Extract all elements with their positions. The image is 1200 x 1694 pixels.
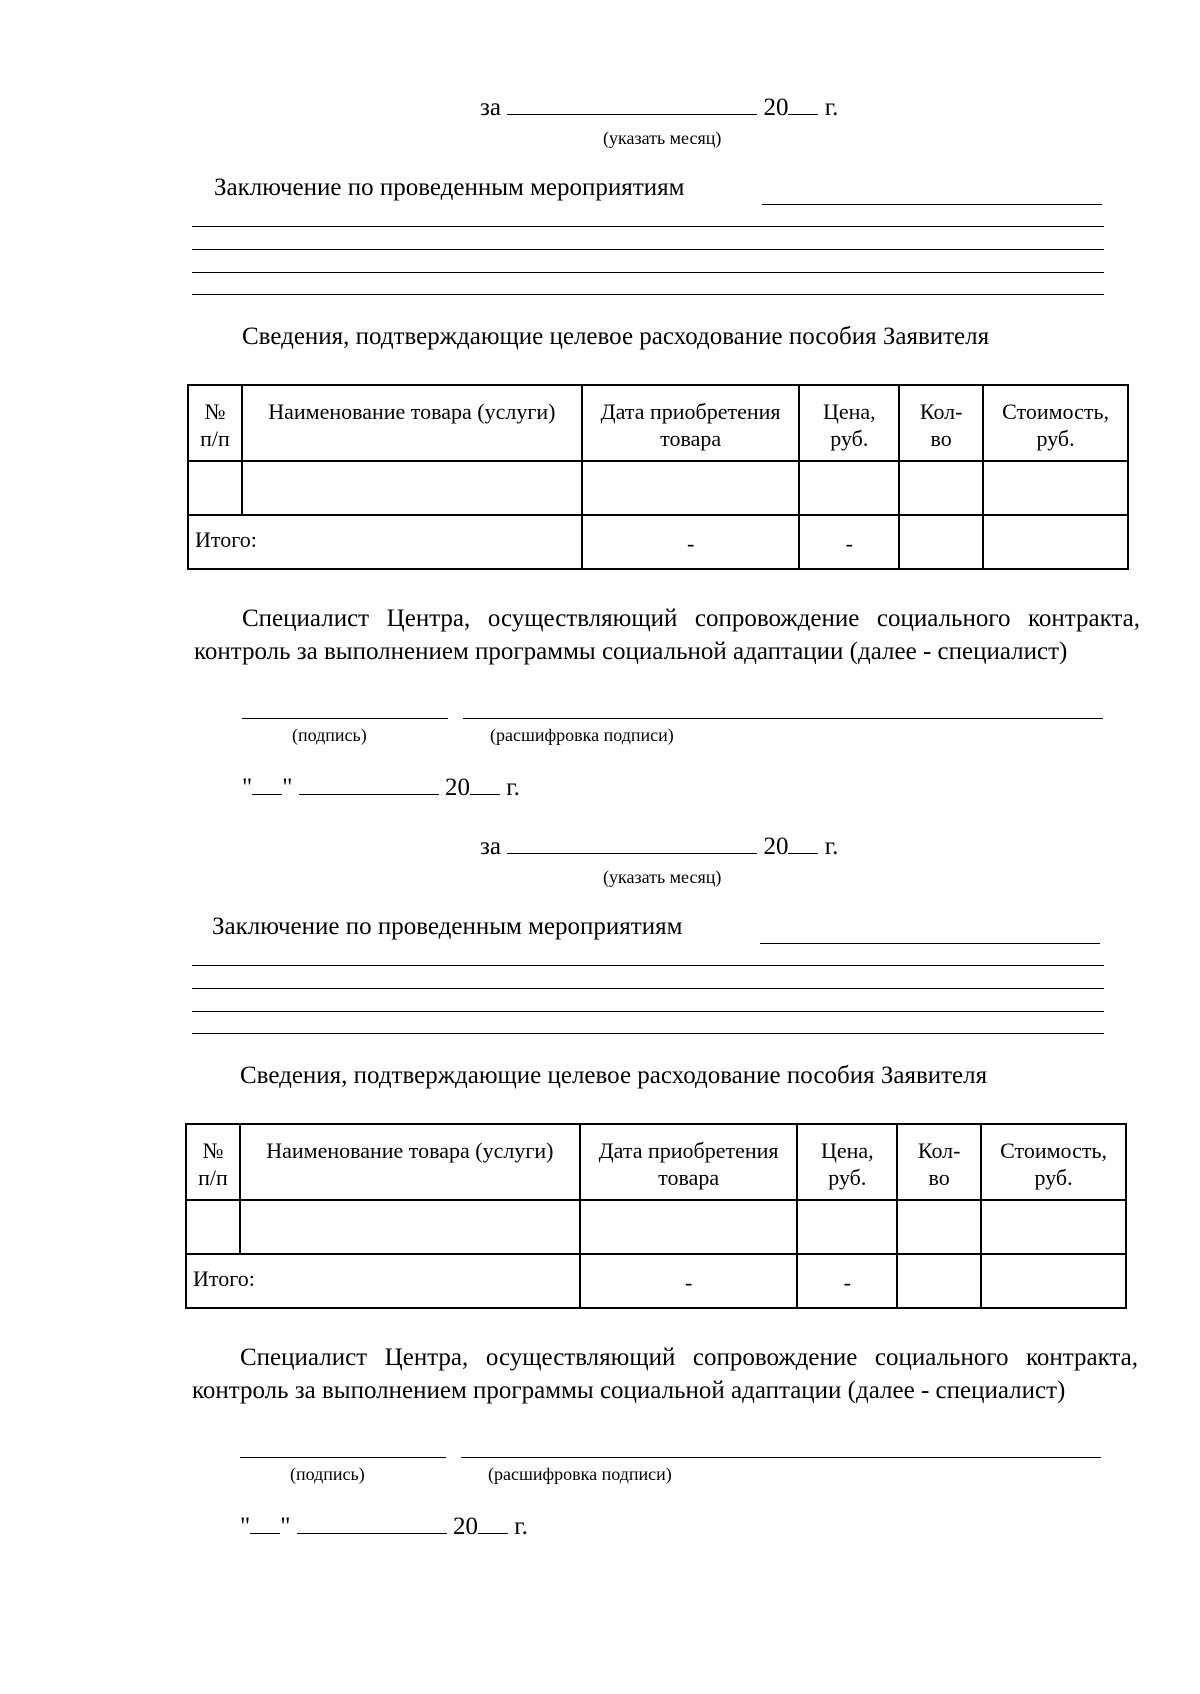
col-header-quantity: Кол-во — [899, 385, 983, 461]
total-quantity[interactable] — [899, 515, 983, 569]
specialist-text: Специалист Центра, осуществляющий сопровождение социального контракта, контроль за выполнением программы социальной адаптации (далее - специалист) — [192, 1344, 1138, 1404]
cell-price[interactable] — [799, 461, 899, 515]
cell-number[interactable] — [188, 461, 242, 515]
cell-price[interactable] — [797, 1200, 897, 1254]
table-header-row — [186, 1124, 1126, 1200]
date-year-field[interactable] — [470, 772, 500, 795]
col-header-cost: Стоимость, руб. — [983, 385, 1128, 461]
table-total-row — [186, 1254, 1126, 1308]
cell-number[interactable] — [186, 1200, 240, 1254]
conclusion-field[interactable] — [760, 943, 1100, 944]
col-header-price: Цена, руб. — [799, 385, 899, 461]
col-header-cost: Стоимость, руб. — [981, 1124, 1126, 1200]
day-field[interactable] — [252, 772, 282, 795]
conclusion-line-1[interactable] — [192, 965, 1104, 966]
col-header-quantity: Кол-во — [897, 1124, 981, 1200]
col-header-date: Дата приобретения товара — [580, 1124, 798, 1200]
total-price: - — [797, 1254, 897, 1308]
signature-caption: (подпись) — [290, 1464, 365, 1484]
date-month-field[interactable] — [297, 1511, 447, 1534]
conclusion-line-1[interactable] — [192, 226, 1104, 227]
date-line: " " 20 г. — [240, 1513, 528, 1540]
month-caption: (указать месяц) — [603, 867, 722, 887]
col-header-number: № п/п — [186, 1124, 240, 1200]
signature-decode-field[interactable] — [461, 1457, 1101, 1458]
expenses-table — [187, 384, 1129, 570]
signature-decode-field[interactable] — [463, 718, 1103, 719]
period-line: за 20 г. — [480, 833, 839, 860]
expenses-table — [185, 1123, 1127, 1309]
year-field[interactable] — [788, 92, 818, 115]
year-field[interactable] — [788, 831, 818, 854]
cell-cost[interactable] — [981, 1200, 1126, 1254]
date-line: " " 20 г. — [242, 774, 520, 801]
decode-caption: (расшифровка подписи) — [488, 1464, 672, 1484]
col-header-name: Наименование товара (услуги) — [240, 1124, 580, 1200]
period-line: за 20 г. — [480, 94, 839, 121]
conclusion-line-3[interactable] — [192, 272, 1104, 273]
col-header-name: Наименование товара (услуги) — [242, 385, 582, 461]
specialist-text: Специалист Центра, осуществляющий сопровождение социального контракта, контроль за выполнением программы социальной адаптации (далее - специалист) — [194, 605, 1140, 665]
section-title: Сведения, подтверждающие целевое расходование пособия Заявителя — [240, 1062, 988, 1089]
cell-quantity[interactable] — [897, 1200, 981, 1254]
signature-field[interactable] — [240, 1457, 446, 1458]
signature-caption: (подпись) — [292, 725, 367, 745]
date-year-field[interactable] — [478, 1511, 508, 1534]
month-field[interactable] — [507, 831, 757, 854]
conclusion-label: Заключение по проведенным мероприятиям — [214, 174, 685, 201]
col-header-date: Дата приобретения товара — [582, 385, 800, 461]
date-month-field[interactable] — [299, 772, 439, 795]
month-field[interactable] — [507, 92, 757, 115]
month-caption: (указать месяц) — [603, 128, 722, 148]
cell-quantity[interactable] — [899, 461, 983, 515]
total-price: - — [799, 515, 899, 569]
total-date: - — [580, 1254, 798, 1308]
table-row — [186, 1200, 1126, 1254]
cell-name[interactable] — [240, 1200, 580, 1254]
cell-name[interactable] — [242, 461, 582, 515]
total-cost[interactable] — [981, 1254, 1126, 1308]
total-label: Итого: — [186, 1254, 580, 1308]
total-quantity[interactable] — [897, 1254, 981, 1308]
cell-date[interactable] — [582, 461, 800, 515]
cell-cost[interactable] — [983, 461, 1128, 515]
conclusion-line-2[interactable] — [192, 249, 1104, 250]
total-label: Итого: — [188, 515, 582, 569]
cell-date[interactable] — [580, 1200, 798, 1254]
specialist-paragraph — [194, 602, 1140, 668]
table-total-row — [188, 515, 1128, 569]
conclusion-line-2[interactable] — [192, 988, 1104, 989]
conclusion-line-4[interactable] — [192, 294, 1104, 295]
decode-caption: (расшифровка подписи) — [490, 725, 674, 745]
specialist-paragraph — [192, 1341, 1138, 1407]
total-cost[interactable] — [983, 515, 1128, 569]
conclusion-label: Заключение по проведенным мероприятиям — [212, 913, 683, 940]
conclusion-line-3[interactable] — [192, 1011, 1104, 1012]
table-row — [188, 461, 1128, 515]
table-header-row — [188, 385, 1128, 461]
day-field[interactable] — [250, 1511, 280, 1534]
conclusion-line-4[interactable] — [192, 1033, 1104, 1034]
total-date: - — [582, 515, 800, 569]
section-title: Сведения, подтверждающие целевое расходование пособия Заявителя — [242, 323, 990, 350]
col-header-number: № п/п — [188, 385, 242, 461]
conclusion-field[interactable] — [762, 204, 1102, 205]
signature-field[interactable] — [242, 718, 448, 719]
col-header-price: Цена, руб. — [797, 1124, 897, 1200]
